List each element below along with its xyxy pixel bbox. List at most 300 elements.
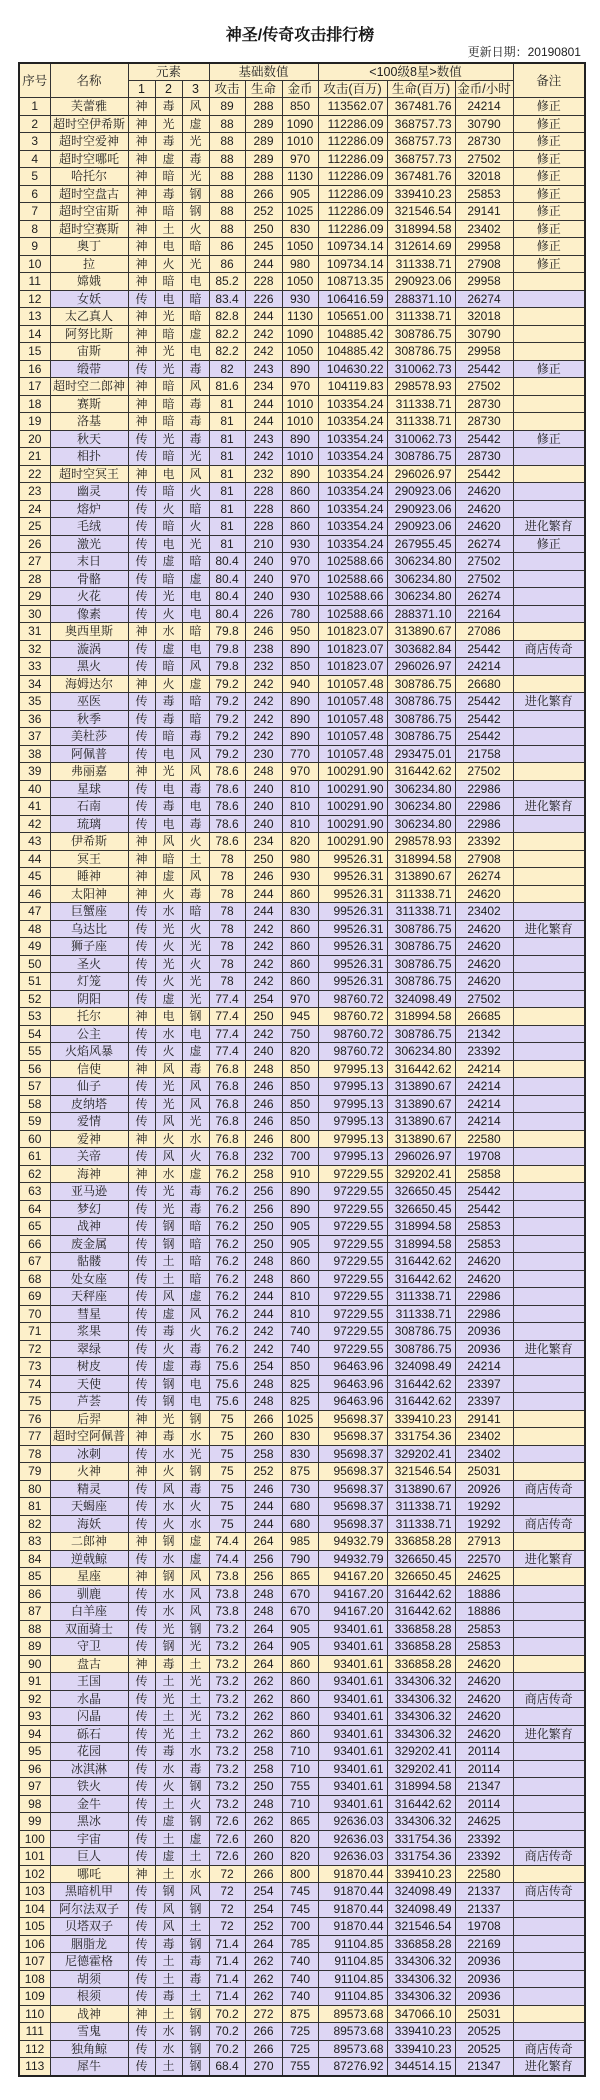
cell-base-attack: 76.2 (209, 1183, 245, 1201)
cell-gold-per-hour: 20936 (455, 1340, 513, 1358)
cell-note (513, 1585, 585, 1603)
cell-gold-per-hour: 20525 (455, 2023, 513, 2041)
cell-name: 伊希斯 (50, 833, 128, 851)
cell-note (513, 500, 585, 518)
cell-name: 胡须 (50, 1970, 128, 1988)
table-row (19, 780, 585, 798)
cell-base-gold: 755 (282, 2058, 318, 2076)
cell-base-hp: 256 (245, 1183, 282, 1201)
cell-base-gold: 890 (282, 693, 318, 711)
cell-name: 盘古 (50, 1655, 128, 1673)
cell-gold-per-hour: 22570 (455, 1550, 513, 1568)
cell-base-gold: 1010 (282, 395, 318, 413)
cell-gold-per-hour: 24620 (455, 955, 513, 973)
cell-note (513, 1218, 585, 1236)
cell-hp-millions: 321546.54 (387, 1463, 455, 1481)
cell-element-1: 传 (128, 1393, 155, 1411)
cell-index: 99 (19, 1813, 50, 1831)
cell-index: 77 (19, 1428, 50, 1446)
cell-element-3: 虚 (182, 1550, 209, 1568)
table-row (19, 203, 585, 221)
cell-base-attack: 68.4 (209, 2058, 245, 2076)
cell-element-2: 毒 (155, 1428, 182, 1446)
cell-element-3: 风 (182, 745, 209, 763)
cell-note (513, 1778, 585, 1796)
cell-index: 50 (19, 955, 50, 973)
cell-note (513, 605, 585, 623)
cell-element-3: 毒 (182, 1183, 209, 1201)
cell-element-2: 暗 (155, 395, 182, 413)
cell-hp-millions: 321546.54 (387, 1918, 455, 1936)
cell-index: 67 (19, 1253, 50, 1271)
cell-base-attack: 79.8 (209, 658, 245, 676)
cell-element-1: 传 (128, 1253, 155, 1271)
cell-hp-millions: 308786.75 (387, 343, 455, 361)
cell-base-attack: 73.8 (209, 1568, 245, 1586)
cell-element-3: 虚 (182, 115, 209, 133)
cell-name: 太阳神 (50, 885, 128, 903)
cell-element-3: 钢 (182, 2058, 209, 2076)
cell-element-1: 神 (128, 343, 155, 361)
cell-element-1: 神 (128, 763, 155, 781)
cell-element-3: 暗 (182, 710, 209, 728)
cell-element-2: 水 (155, 903, 182, 921)
table-row (19, 1113, 585, 1131)
cell-gold-per-hour: 24620 (455, 483, 513, 501)
cell-base-hp: 228 (245, 500, 282, 518)
cell-element-2: 风 (155, 1900, 182, 1918)
cell-base-gold: 1025 (282, 1410, 318, 1428)
cell-gold-per-hour: 18886 (455, 1585, 513, 1603)
cell-base-gold: 1050 (282, 343, 318, 361)
cell-gold-per-hour: 22164 (455, 605, 513, 623)
cell-gold-per-hour: 20114 (455, 1795, 513, 1813)
cell-attack-millions: 92636.03 (318, 1830, 387, 1848)
cell-hp-millions: 318994.58 (387, 220, 455, 238)
cell-hp-millions: 308786.75 (387, 448, 455, 466)
cell-gold-per-hour: 29958 (455, 273, 513, 291)
cell-attack-millions: 95698.37 (318, 1463, 387, 1481)
cell-index: 95 (19, 1743, 50, 1761)
cell-base-attack: 81 (209, 430, 245, 448)
cell-base-gold: 1090 (282, 115, 318, 133)
cell-element-2: 毒 (155, 98, 182, 116)
cell-element-3: 火 (182, 1795, 209, 1813)
cell-name: 闪晶 (50, 1708, 128, 1726)
cell-hp-millions: 339410.23 (387, 2040, 455, 2058)
cell-note (513, 290, 585, 308)
cell-base-gold: 810 (282, 1305, 318, 1323)
cell-note (513, 1935, 585, 1953)
cell-base-gold: 950 (282, 623, 318, 641)
cell-hp-millions: 306234.80 (387, 780, 455, 798)
cell-gold-per-hour: 20936 (455, 1988, 513, 2006)
cell-base-attack: 73.2 (209, 1655, 245, 1673)
cell-element-1: 传 (128, 2023, 155, 2041)
cell-note (513, 570, 585, 588)
cell-index: 3 (19, 133, 50, 151)
cell-attack-millions: 105651.00 (318, 308, 387, 326)
page-title: 神圣/传奇攻击排行榜 (225, 27, 375, 44)
cell-element-1: 传 (128, 1778, 155, 1796)
table-row (19, 1428, 585, 1446)
cell-element-3: 土 (182, 1655, 209, 1673)
cell-gold-per-hour: 27913 (455, 1533, 513, 1551)
cell-element-1: 传 (128, 1743, 155, 1761)
cell-element-1: 传 (128, 1375, 155, 1393)
cell-element-1: 传 (128, 815, 155, 833)
cell-base-attack: 77.4 (209, 1025, 245, 1043)
cell-index: 46 (19, 885, 50, 903)
cell-attack-millions: 100291.90 (318, 763, 387, 781)
cell-index: 104 (19, 1900, 50, 1918)
cell-note (513, 1270, 585, 1288)
cell-base-gold: 945 (282, 1008, 318, 1026)
cell-gold-per-hour: 25853 (455, 1620, 513, 1638)
cell-base-hp: 250 (245, 1008, 282, 1026)
table-row (19, 588, 585, 606)
cell-base-gold: 750 (282, 1025, 318, 1043)
cell-base-attack: 82.2 (209, 343, 245, 361)
cell-note (513, 1760, 585, 1778)
cell-attack-millions: 113562.07 (318, 98, 387, 116)
table-row (19, 1638, 585, 1656)
cell-base-hp: 245 (245, 238, 282, 256)
cell-base-gold: 810 (282, 780, 318, 798)
cell-base-gold: 905 (282, 1620, 318, 1638)
cell-note (513, 1953, 585, 1971)
cell-note: 进化繁育 (513, 920, 585, 938)
cell-name: 水晶 (50, 1690, 128, 1708)
cell-note (513, 903, 585, 921)
cell-index: 52 (19, 990, 50, 1008)
cell-name: 海姆达尔 (50, 675, 128, 693)
cell-attack-millions: 99526.31 (318, 868, 387, 886)
cell-element-1: 传 (128, 553, 155, 571)
cell-base-gold: 850 (282, 1060, 318, 1078)
cell-element-1: 传 (128, 1585, 155, 1603)
table-row (19, 430, 585, 448)
cell-base-hp: 254 (245, 1358, 282, 1376)
cell-index: 43 (19, 833, 50, 851)
cell-element-2: 毒 (155, 693, 182, 711)
cell-base-hp: 250 (245, 1778, 282, 1796)
cell-element-3: 钢 (182, 1008, 209, 1026)
cell-hp-millions: 308786.75 (387, 1323, 455, 1341)
cell-attack-millions: 102588.66 (318, 553, 387, 571)
cell-name: 火神 (50, 1463, 128, 1481)
cell-attack-millions: 104885.42 (318, 343, 387, 361)
cell-note (513, 1358, 585, 1376)
cell-base-gold: 700 (282, 1918, 318, 1936)
cell-base-gold: 860 (282, 1673, 318, 1691)
cell-base-gold: 810 (282, 815, 318, 833)
table-row (19, 378, 585, 396)
cell-element-2: 光 (155, 1095, 182, 1113)
cell-element-3: 土 (182, 1988, 209, 2006)
cell-hp-millions: 329202.41 (387, 1445, 455, 1463)
cell-base-attack: 76.2 (209, 1305, 245, 1323)
cell-base-gold: 860 (282, 1270, 318, 1288)
cell-base-hp: 248 (245, 1585, 282, 1603)
cell-gold-per-hour: 24620 (455, 518, 513, 536)
cell-attack-millions: 91104.85 (318, 1988, 387, 2006)
cell-base-hp: 256 (245, 1200, 282, 1218)
cell-attack-millions: 91870.44 (318, 1900, 387, 1918)
cell-name: 砾石 (50, 1725, 128, 1743)
cell-base-attack: 74.4 (209, 1533, 245, 1551)
cell-hp-millions: 296026.97 (387, 465, 455, 483)
cell-attack-millions: 91870.44 (318, 1865, 387, 1883)
cell-base-gold: 860 (282, 483, 318, 501)
cell-base-gold: 930 (282, 290, 318, 308)
cell-hp-millions: 324098.49 (387, 990, 455, 1008)
cell-element-1: 传 (128, 1218, 155, 1236)
cell-gold-per-hour: 29958 (455, 343, 513, 361)
cell-name: 树皮 (50, 1358, 128, 1376)
header-element-2: 2 (155, 81, 182, 98)
cell-element-3: 光 (182, 168, 209, 186)
cell-note (513, 1620, 585, 1638)
cell-base-hp: 256 (245, 1550, 282, 1568)
cell-base-attack: 75.6 (209, 1375, 245, 1393)
cell-attack-millions: 103354.24 (318, 395, 387, 413)
cell-hp-millions: 316442.62 (387, 1795, 455, 1813)
cell-element-1: 传 (128, 658, 155, 676)
cell-index: 56 (19, 1060, 50, 1078)
cell-element-1: 传 (128, 745, 155, 763)
cell-base-attack: 78.6 (209, 780, 245, 798)
cell-index: 16 (19, 360, 50, 378)
cell-note (513, 728, 585, 746)
cell-element-2: 土 (155, 1708, 182, 1726)
cell-base-hp: 250 (245, 1235, 282, 1253)
cell-name: 哈托尔 (50, 168, 128, 186)
cell-element-2: 火 (155, 938, 182, 956)
cell-gold-per-hour: 27908 (455, 255, 513, 273)
cell-base-attack: 75 (209, 1428, 245, 1446)
cell-element-2: 土 (155, 1830, 182, 1848)
cell-hp-millions: 313890.67 (387, 1113, 455, 1131)
cell-note: 商店传奇 (513, 640, 585, 658)
cell-base-attack: 78 (209, 973, 245, 991)
cell-element-3: 火 (182, 220, 209, 238)
cell-element-1: 神 (128, 885, 155, 903)
cell-base-gold: 800 (282, 1130, 318, 1148)
cell-base-gold: 930 (282, 868, 318, 886)
table-row (19, 745, 585, 763)
cell-index: 33 (19, 658, 50, 676)
cell-attack-millions: 97229.55 (318, 1253, 387, 1271)
cell-base-hp: 289 (245, 133, 282, 151)
cell-element-1: 传 (128, 1445, 155, 1463)
cell-element-2: 暗 (155, 518, 182, 536)
cell-element-2: 虚 (155, 990, 182, 1008)
cell-base-hp: 252 (245, 1463, 282, 1481)
cell-base-attack: 76.8 (209, 1148, 245, 1166)
cell-base-attack: 79.2 (209, 710, 245, 728)
cell-element-2: 水 (155, 2040, 182, 2058)
table-row (19, 710, 585, 728)
cell-hp-millions: 318994.58 (387, 850, 455, 868)
cell-element-1: 传 (128, 1988, 155, 2006)
cell-base-gold: 680 (282, 1515, 318, 1533)
cell-element-1: 神 (128, 133, 155, 151)
cell-hp-millions: 308786.75 (387, 325, 455, 343)
cell-base-gold: 780 (282, 605, 318, 623)
cell-base-hp: 242 (245, 1340, 282, 1358)
cell-hp-millions: 316442.62 (387, 1585, 455, 1603)
cell-attack-millions: 93401.61 (318, 1620, 387, 1638)
cell-base-gold: 1050 (282, 238, 318, 256)
cell-base-attack: 81 (209, 483, 245, 501)
cell-element-1: 传 (128, 1148, 155, 1166)
cell-element-3: 毒 (182, 1340, 209, 1358)
cell-element-3: 土 (182, 1848, 209, 1866)
cell-element-3: 风 (182, 1078, 209, 1096)
cell-element-2: 水 (155, 2023, 182, 2041)
cell-base-attack: 72 (209, 1865, 245, 1883)
cell-element-2: 风 (155, 1918, 182, 1936)
cell-name: 后羿 (50, 1410, 128, 1428)
cell-attack-millions: 94167.20 (318, 1603, 387, 1621)
cell-element-1: 传 (128, 1515, 155, 1533)
table-row (19, 2058, 585, 2076)
cell-element-3: 电 (182, 798, 209, 816)
cell-index: 84 (19, 1550, 50, 1568)
cell-hp-millions: 296026.97 (387, 1148, 455, 1166)
cell-note (513, 1375, 585, 1393)
cell-element-1: 传 (128, 973, 155, 991)
cell-base-attack: 78.6 (209, 798, 245, 816)
cell-base-gold: 980 (282, 850, 318, 868)
cell-note (513, 850, 585, 868)
cell-element-3: 毒 (182, 1760, 209, 1778)
cell-element-1: 传 (128, 728, 155, 746)
cell-gold-per-hour: 20114 (455, 1760, 513, 1778)
table-row (19, 1760, 585, 1778)
cell-base-gold: 740 (282, 1340, 318, 1358)
cell-index: 94 (19, 1725, 50, 1743)
cell-base-attack: 76.8 (209, 1130, 245, 1148)
cell-name: 白羊座 (50, 1603, 128, 1621)
table-row (19, 500, 585, 518)
cell-gold-per-hour: 26274 (455, 535, 513, 553)
cell-element-1: 传 (128, 1235, 155, 1253)
cell-index: 69 (19, 1288, 50, 1306)
cell-gold-per-hour: 25442 (455, 430, 513, 448)
cell-element-1: 神 (128, 675, 155, 693)
cell-element-3: 钢 (182, 1900, 209, 1918)
cell-name: 阴阳 (50, 990, 128, 1008)
cell-name: 爱情 (50, 1113, 128, 1131)
cell-base-attack: 86 (209, 255, 245, 273)
cell-base-hp: 258 (245, 1743, 282, 1761)
cell-gold-per-hour: 24625 (455, 1813, 513, 1831)
cell-hp-millions: 336858.28 (387, 1638, 455, 1656)
cell-gold-per-hour: 23402 (455, 220, 513, 238)
cell-element-3: 暗 (182, 903, 209, 921)
cell-note: 进化繁育 (513, 1550, 585, 1568)
cell-gold-per-hour: 19708 (455, 1148, 513, 1166)
cell-base-attack: 75 (209, 1463, 245, 1481)
cell-name: 天使 (50, 1375, 128, 1393)
cell-base-attack: 72 (209, 1918, 245, 1936)
cell-element-1: 传 (128, 798, 155, 816)
cell-gold-per-hour: 20936 (455, 1953, 513, 1971)
cell-gold-per-hour: 23392 (455, 1848, 513, 1866)
cell-attack-millions: 101057.48 (318, 728, 387, 746)
cell-index: 8 (19, 220, 50, 238)
cell-element-3: 虚 (182, 1288, 209, 1306)
table-row (19, 448, 585, 466)
cell-name: 巨人 (50, 1848, 128, 1866)
cell-attack-millions: 93401.61 (318, 1690, 387, 1708)
cell-hp-millions: 339410.23 (387, 1410, 455, 1428)
cell-element-3: 钢 (182, 185, 209, 203)
cell-element-2: 火 (155, 1463, 182, 1481)
cell-index: 62 (19, 1165, 50, 1183)
cell-element-1: 神 (128, 1130, 155, 1148)
cell-gold-per-hour: 30790 (455, 115, 513, 133)
cell-index: 71 (19, 1323, 50, 1341)
cell-index: 22 (19, 465, 50, 483)
cell-element-2: 火 (155, 605, 182, 623)
cell-gold-per-hour: 19292 (455, 1498, 513, 1516)
cell-base-hp: 254 (245, 1883, 282, 1901)
cell-base-hp: 242 (245, 1025, 282, 1043)
cell-name: 灯笼 (50, 973, 128, 991)
table-row (19, 1025, 585, 1043)
cell-base-hp: 242 (245, 343, 282, 361)
cell-hp-millions: 298578.93 (387, 833, 455, 851)
cell-base-hp: 240 (245, 570, 282, 588)
cell-base-attack: 76.2 (209, 1200, 245, 1218)
cell-element-2: 光 (155, 308, 182, 326)
cell-gold-per-hour: 23402 (455, 1445, 513, 1463)
cell-base-gold: 830 (282, 903, 318, 921)
cell-element-2: 水 (155, 1760, 182, 1778)
table-body (19, 98, 585, 2076)
cell-index: 106 (19, 1935, 50, 1953)
cell-base-hp: 242 (245, 938, 282, 956)
cell-attack-millions: 101823.07 (318, 623, 387, 641)
cell-attack-millions: 96463.96 (318, 1358, 387, 1376)
cell-gold-per-hour: 23402 (455, 1428, 513, 1446)
cell-base-hp: 244 (245, 1288, 282, 1306)
cell-element-2: 火 (155, 500, 182, 518)
cell-element-3: 钢 (182, 2005, 209, 2023)
cell-gold-per-hour: 28730 (455, 413, 513, 431)
cell-element-3: 水 (182, 1428, 209, 1446)
cell-note (513, 1795, 585, 1813)
cell-base-hp: 242 (245, 693, 282, 711)
cell-note: 修正 (513, 115, 585, 133)
cell-element-1: 传 (128, 1620, 155, 1638)
cell-gold-per-hour: 25853 (455, 1235, 513, 1253)
cell-hp-millions: 339410.23 (387, 2023, 455, 2041)
cell-element-1: 传 (128, 1935, 155, 1953)
cell-hp-millions: 311338.71 (387, 1305, 455, 1323)
cell-index: 25 (19, 518, 50, 536)
cell-element-1: 传 (128, 1690, 155, 1708)
cell-note (513, 1305, 585, 1323)
cell-base-attack: 86 (209, 238, 245, 256)
cell-note (513, 273, 585, 291)
cell-hp-millions: 298578.93 (387, 378, 455, 396)
cell-element-3: 风 (182, 763, 209, 781)
cell-note (513, 1743, 585, 1761)
